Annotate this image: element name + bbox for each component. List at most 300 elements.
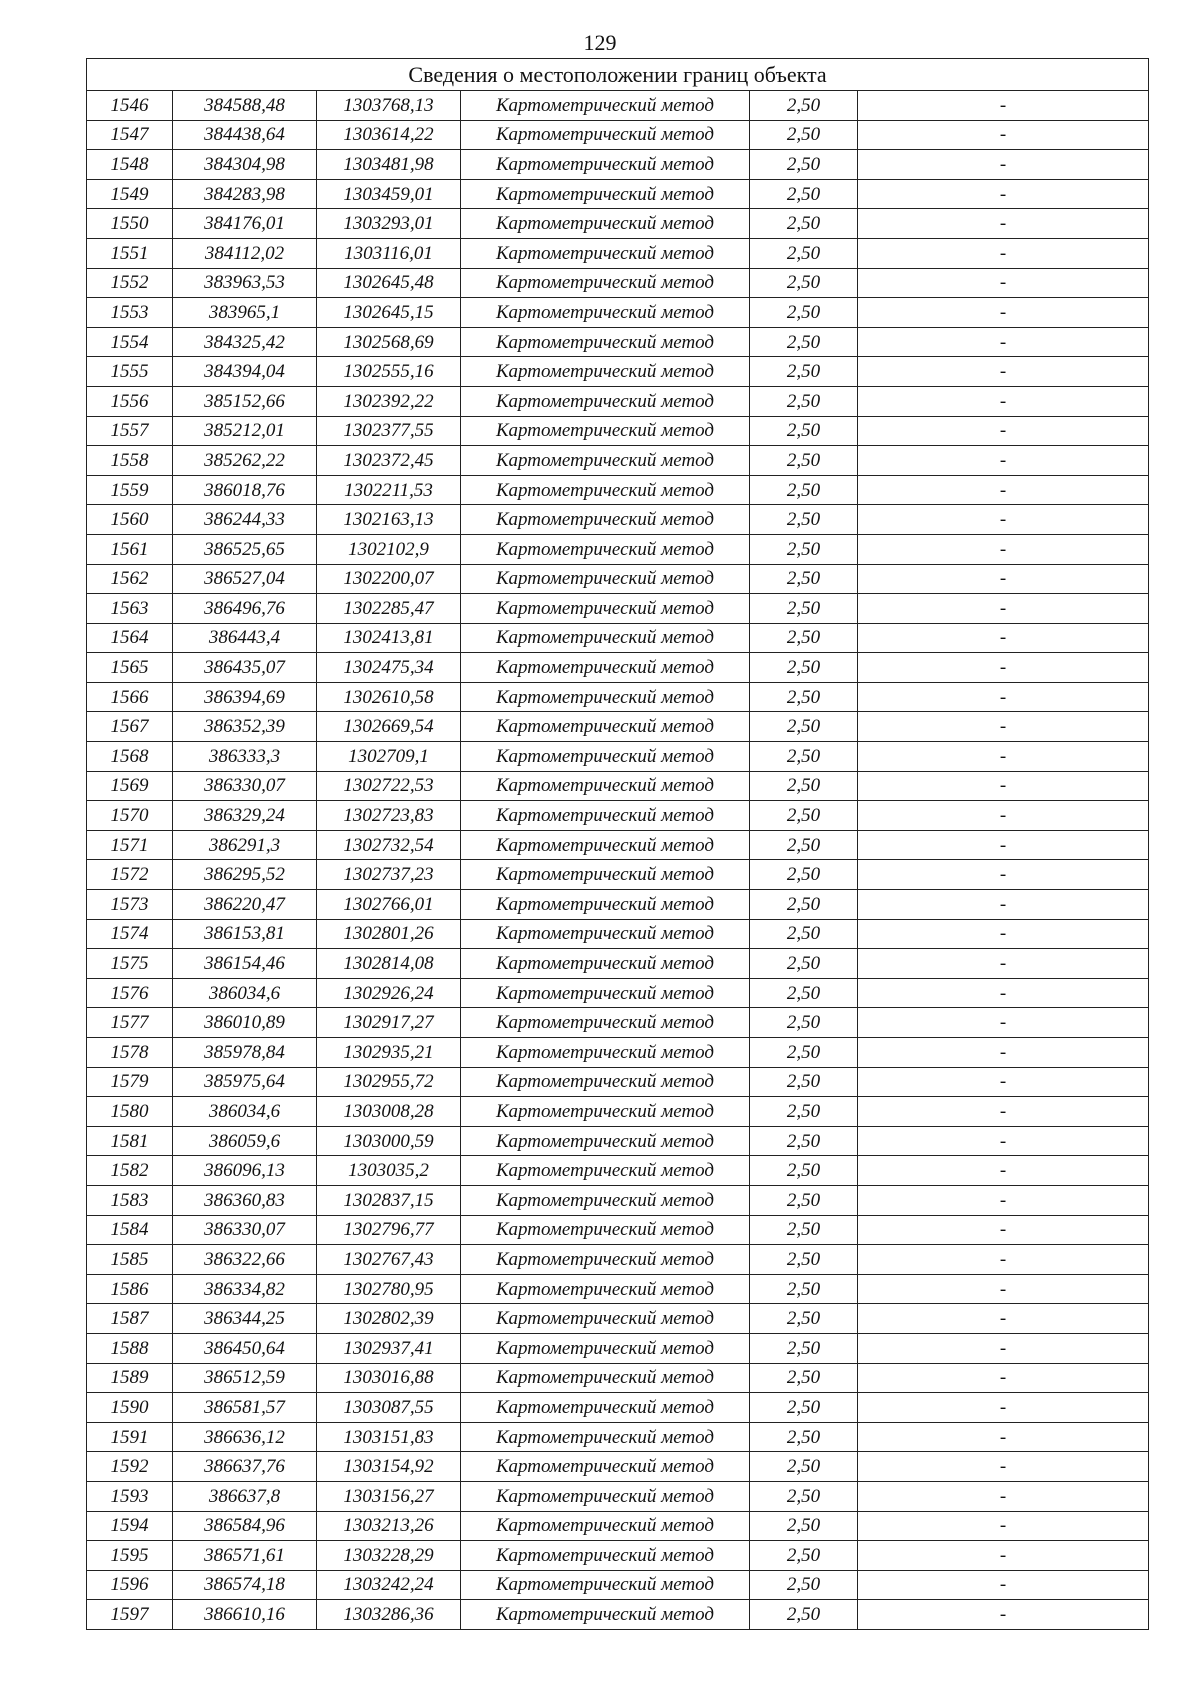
point-number-cell: 1592 [87,1452,173,1482]
y-coordinate-cell: 1303016,88 [317,1363,461,1393]
y-coordinate-cell: 1302767,43 [317,1245,461,1275]
x-coordinate-cell: 386034,6 [173,978,317,1008]
point-number-cell: 1577 [87,1008,173,1038]
accuracy-cell: 2,50 [750,1304,858,1334]
point-number-cell: 1573 [87,890,173,920]
point-number-cell: 1566 [87,682,173,712]
accuracy-cell: 2,50 [750,1511,858,1541]
table-body [87,91,1149,1630]
point-number-cell: 1590 [87,1393,173,1423]
method-cell: Картометрический метод [461,1363,750,1393]
description-cell: - [858,682,1149,712]
x-coordinate-cell: 386291,3 [173,830,317,860]
description-cell: - [858,1185,1149,1215]
x-coordinate-cell: 386153,81 [173,919,317,949]
point-number-cell: 1569 [87,771,173,801]
x-coordinate-cell: 386010,89 [173,1008,317,1038]
point-number-cell: 1575 [87,949,173,979]
table-row [87,534,1149,564]
x-coordinate-cell: 386584,96 [173,1511,317,1541]
x-coordinate-cell: 386496,76 [173,594,317,624]
table-row [87,860,1149,890]
method-cell: Картометрический метод [461,1393,750,1423]
description-cell: - [858,564,1149,594]
table-row [87,120,1149,150]
point-number-cell: 1584 [87,1215,173,1245]
method-cell: Картометрический метод [461,1156,750,1186]
y-coordinate-cell: 1303116,01 [317,238,461,268]
description-cell: - [858,1097,1149,1127]
accuracy-cell: 2,50 [750,1038,858,1068]
table-row [87,386,1149,416]
method-cell: Картометрический метод [461,179,750,209]
x-coordinate-cell: 386637,76 [173,1452,317,1482]
method-cell: Картометрический метод [461,268,750,298]
x-coordinate-cell: 386295,52 [173,860,317,890]
y-coordinate-cell: 1302377,55 [317,416,461,446]
method-cell: Картометрический метод [461,475,750,505]
description-cell: - [858,1008,1149,1038]
table-row [87,1452,1149,1482]
point-number-cell: 1591 [87,1422,173,1452]
x-coordinate-cell: 384438,64 [173,120,317,150]
table-row [87,978,1149,1008]
table-row [87,1600,1149,1630]
x-coordinate-cell: 386527,04 [173,564,317,594]
description-cell: - [858,1067,1149,1097]
description-cell: - [858,268,1149,298]
y-coordinate-cell: 1302555,16 [317,357,461,387]
x-coordinate-cell: 386220,47 [173,890,317,920]
description-cell: - [858,830,1149,860]
x-coordinate-cell: 383963,53 [173,268,317,298]
table-row [87,357,1149,387]
table-row [87,712,1149,742]
accuracy-cell: 2,50 [750,1600,858,1630]
method-cell: Картометрический метод [461,238,750,268]
section-title: Сведения о местоположении границ объекта [87,59,1149,91]
method-cell: Картометрический метод [461,919,750,949]
table-row [87,919,1149,949]
y-coordinate-cell: 1302709,1 [317,742,461,772]
description-cell: - [858,771,1149,801]
y-coordinate-cell: 1302732,54 [317,830,461,860]
method-cell: Картометрический метод [461,1008,750,1038]
y-coordinate-cell: 1302802,39 [317,1304,461,1334]
point-number-cell: 1578 [87,1038,173,1068]
point-number-cell: 1579 [87,1067,173,1097]
y-coordinate-cell: 1302645,15 [317,298,461,328]
y-coordinate-cell: 1302211,53 [317,475,461,505]
point-number-cell: 1560 [87,505,173,535]
x-coordinate-cell: 386018,76 [173,475,317,505]
x-coordinate-cell: 384394,04 [173,357,317,387]
table-row [87,1304,1149,1334]
table-row [87,1185,1149,1215]
table-row [87,1156,1149,1186]
x-coordinate-cell: 386394,69 [173,682,317,712]
x-coordinate-cell: 386330,07 [173,771,317,801]
table-row [87,1393,1149,1423]
accuracy-cell: 2,50 [750,1393,858,1423]
point-number-cell: 1593 [87,1481,173,1511]
description-cell: - [858,505,1149,535]
table-row [87,1333,1149,1363]
description-cell: - [858,890,1149,920]
point-number-cell: 1555 [87,357,173,387]
description-cell: - [858,1570,1149,1600]
table-row [87,830,1149,860]
point-number-cell: 1582 [87,1156,173,1186]
point-number-cell: 1562 [87,564,173,594]
method-cell: Картометрический метод [461,1570,750,1600]
accuracy-cell: 2,50 [750,1126,858,1156]
description-cell: - [858,446,1149,476]
method-cell: Картометрический метод [461,1245,750,1275]
description-cell: - [858,298,1149,328]
x-coordinate-cell: 384304,98 [173,150,317,180]
y-coordinate-cell: 1303228,29 [317,1541,461,1571]
x-coordinate-cell: 386334,82 [173,1274,317,1304]
y-coordinate-cell: 1303242,24 [317,1570,461,1600]
x-coordinate-cell: 386512,59 [173,1363,317,1393]
x-coordinate-cell: 386443,4 [173,623,317,653]
method-cell: Картометрический метод [461,91,750,121]
y-coordinate-cell: 1302610,58 [317,682,461,712]
y-coordinate-cell: 1302669,54 [317,712,461,742]
accuracy-cell: 2,50 [750,653,858,683]
accuracy-cell: 2,50 [750,91,858,121]
method-cell: Картометрический метод [461,949,750,979]
method-cell: Картометрический метод [461,801,750,831]
table-row [87,594,1149,624]
x-coordinate-cell: 386244,33 [173,505,317,535]
accuracy-cell: 2,50 [750,1067,858,1097]
point-number-cell: 1597 [87,1600,173,1630]
x-coordinate-cell: 386059,6 [173,1126,317,1156]
accuracy-cell: 2,50 [750,594,858,624]
y-coordinate-cell: 1303768,13 [317,91,461,121]
y-coordinate-cell: 1302645,48 [317,268,461,298]
accuracy-cell: 2,50 [750,771,858,801]
description-cell: - [858,801,1149,831]
point-number-cell: 1585 [87,1245,173,1275]
method-cell: Картометрический метод [461,682,750,712]
table-row [87,1363,1149,1393]
point-number-cell: 1568 [87,742,173,772]
point-number-cell: 1586 [87,1274,173,1304]
table-row [87,298,1149,328]
description-cell: - [858,1304,1149,1334]
description-cell: - [858,1363,1149,1393]
table-row [87,1511,1149,1541]
point-number-cell: 1565 [87,653,173,683]
description-cell: - [858,209,1149,239]
table-row [87,209,1149,239]
x-coordinate-cell: 386322,66 [173,1245,317,1275]
method-cell: Картометрический метод [461,327,750,357]
table-row [87,446,1149,476]
y-coordinate-cell: 1302814,08 [317,949,461,979]
table-row [87,1570,1149,1600]
x-coordinate-cell: 386344,25 [173,1304,317,1334]
x-coordinate-cell: 385975,64 [173,1067,317,1097]
accuracy-cell: 2,50 [750,386,858,416]
table-row [87,623,1149,653]
y-coordinate-cell: 1303286,36 [317,1600,461,1630]
y-coordinate-cell: 1302723,83 [317,801,461,831]
method-cell: Картометрический метод [461,505,750,535]
table-row [87,327,1149,357]
point-number-cell: 1550 [87,209,173,239]
point-number-cell: 1581 [87,1126,173,1156]
x-coordinate-cell: 386610,16 [173,1600,317,1630]
point-number-cell: 1561 [87,534,173,564]
method-cell: Картометрический метод [461,1541,750,1571]
y-coordinate-cell: 1302722,53 [317,771,461,801]
description-cell: - [858,1038,1149,1068]
x-coordinate-cell: 386096,13 [173,1156,317,1186]
point-number-cell: 1557 [87,416,173,446]
accuracy-cell: 2,50 [750,1541,858,1571]
method-cell: Картометрический метод [461,771,750,801]
method-cell: Картометрический метод [461,1481,750,1511]
description-cell: - [858,150,1149,180]
accuracy-cell: 2,50 [750,1481,858,1511]
description-cell: - [858,623,1149,653]
accuracy-cell: 2,50 [750,1097,858,1127]
y-coordinate-cell: 1302413,81 [317,623,461,653]
accuracy-cell: 2,50 [750,860,858,890]
description-cell: - [858,594,1149,624]
point-number-cell: 1548 [87,150,173,180]
accuracy-cell: 2,50 [750,1570,858,1600]
table-row [87,1008,1149,1038]
y-coordinate-cell: 1302163,13 [317,505,461,535]
y-coordinate-cell: 1302766,01 [317,890,461,920]
point-number-cell: 1571 [87,830,173,860]
table-row [87,416,1149,446]
description-cell: - [858,179,1149,209]
accuracy-cell: 2,50 [750,1422,858,1452]
description-cell: - [858,475,1149,505]
x-coordinate-cell: 386154,46 [173,949,317,979]
y-coordinate-cell: 1302780,95 [317,1274,461,1304]
description-cell: - [858,1245,1149,1275]
accuracy-cell: 2,50 [750,238,858,268]
description-cell: - [858,1541,1149,1571]
accuracy-cell: 2,50 [750,505,858,535]
y-coordinate-cell: 1302568,69 [317,327,461,357]
accuracy-cell: 2,50 [750,1215,858,1245]
x-coordinate-cell: 385152,66 [173,386,317,416]
point-number-cell: 1570 [87,801,173,831]
table-row [87,682,1149,712]
accuracy-cell: 2,50 [750,298,858,328]
point-number-cell: 1564 [87,623,173,653]
y-coordinate-cell: 1303154,92 [317,1452,461,1482]
method-cell: Картометрический метод [461,860,750,890]
method-cell: Картометрический метод [461,742,750,772]
accuracy-cell: 2,50 [750,623,858,653]
point-number-cell: 1595 [87,1541,173,1571]
accuracy-cell: 2,50 [750,890,858,920]
point-number-cell: 1549 [87,179,173,209]
y-coordinate-cell: 1303213,26 [317,1511,461,1541]
table-row [87,475,1149,505]
y-coordinate-cell: 1303614,22 [317,120,461,150]
method-cell: Картометрический метод [461,534,750,564]
accuracy-cell: 2,50 [750,830,858,860]
y-coordinate-cell: 1302917,27 [317,1008,461,1038]
table-row [87,1067,1149,1097]
table-row [87,1481,1149,1511]
y-coordinate-cell: 1302392,22 [317,386,461,416]
y-coordinate-cell: 1303459,01 [317,179,461,209]
accuracy-cell: 2,50 [750,150,858,180]
point-number-cell: 1588 [87,1333,173,1363]
x-coordinate-cell: 386330,07 [173,1215,317,1245]
method-cell: Картометрический метод [461,1600,750,1630]
y-coordinate-cell: 1303008,28 [317,1097,461,1127]
method-cell: Картометрический метод [461,446,750,476]
table-row [87,505,1149,535]
y-coordinate-cell: 1302801,26 [317,919,461,949]
accuracy-cell: 2,50 [750,1333,858,1363]
y-coordinate-cell: 1302837,15 [317,1185,461,1215]
x-coordinate-cell: 386571,61 [173,1541,317,1571]
x-coordinate-cell: 386525,65 [173,534,317,564]
point-number-cell: 1547 [87,120,173,150]
description-cell: - [858,712,1149,742]
y-coordinate-cell: 1302937,41 [317,1333,461,1363]
point-number-cell: 1589 [87,1363,173,1393]
accuracy-cell: 2,50 [750,327,858,357]
accuracy-cell: 2,50 [750,1156,858,1186]
x-coordinate-cell: 386360,83 [173,1185,317,1215]
y-coordinate-cell: 1302796,77 [317,1215,461,1245]
method-cell: Картометрический метод [461,150,750,180]
y-coordinate-cell: 1302102,9 [317,534,461,564]
point-number-cell: 1553 [87,298,173,328]
method-cell: Картометрический метод [461,564,750,594]
table-row [87,179,1149,209]
description-cell: - [858,1600,1149,1630]
description-cell: - [858,919,1149,949]
x-coordinate-cell: 384112,02 [173,238,317,268]
table-row [87,1126,1149,1156]
description-cell: - [858,1481,1149,1511]
method-cell: Картометрический метод [461,1067,750,1097]
description-cell: - [858,1156,1149,1186]
page-number: 129 [583,30,617,55]
method-cell: Картометрический метод [461,1274,750,1304]
x-coordinate-cell: 385212,01 [173,416,317,446]
x-coordinate-cell: 384283,98 [173,179,317,209]
y-coordinate-cell: 1303293,01 [317,209,461,239]
table-row [87,91,1149,121]
accuracy-cell: 2,50 [750,357,858,387]
y-coordinate-cell: 1303156,27 [317,1481,461,1511]
point-number-cell: 1563 [87,594,173,624]
accuracy-cell: 2,50 [750,1245,858,1275]
method-cell: Картометрический метод [461,298,750,328]
x-coordinate-cell: 386636,12 [173,1422,317,1452]
x-coordinate-cell: 384176,01 [173,209,317,239]
table-row [87,238,1149,268]
method-cell: Картометрический метод [461,120,750,150]
accuracy-cell: 2,50 [750,534,858,564]
table-row [87,564,1149,594]
accuracy-cell: 2,50 [750,1363,858,1393]
description-cell: - [858,1452,1149,1482]
description-cell: - [858,120,1149,150]
description-cell: - [858,534,1149,564]
x-coordinate-cell: 386581,57 [173,1393,317,1423]
accuracy-cell: 2,50 [750,446,858,476]
method-cell: Картометрический метод [461,978,750,1008]
accuracy-cell: 2,50 [750,742,858,772]
point-number-cell: 1554 [87,327,173,357]
y-coordinate-cell: 1303481,98 [317,150,461,180]
accuracy-cell: 2,50 [750,209,858,239]
description-cell: - [858,91,1149,121]
method-cell: Картометрический метод [461,357,750,387]
method-cell: Картометрический метод [461,1126,750,1156]
point-number-cell: 1587 [87,1304,173,1334]
point-number-cell: 1596 [87,1570,173,1600]
x-coordinate-cell: 386333,3 [173,742,317,772]
method-cell: Картометрический метод [461,830,750,860]
accuracy-cell: 2,50 [750,475,858,505]
accuracy-cell: 2,50 [750,564,858,594]
description-cell: - [858,238,1149,268]
table-row [87,150,1149,180]
table-row [87,1541,1149,1571]
description-cell: - [858,1333,1149,1363]
accuracy-cell: 2,50 [750,1274,858,1304]
description-cell: - [858,386,1149,416]
table-row [87,1215,1149,1245]
accuracy-cell: 2,50 [750,712,858,742]
y-coordinate-cell: 1302285,47 [317,594,461,624]
table-row [87,801,1149,831]
description-cell: - [858,1215,1149,1245]
table-row [87,268,1149,298]
method-cell: Картометрический метод [461,1038,750,1068]
description-cell: - [858,416,1149,446]
y-coordinate-cell: 1303035,2 [317,1156,461,1186]
description-cell: - [858,1511,1149,1541]
method-cell: Картометрический метод [461,623,750,653]
x-coordinate-cell: 383965,1 [173,298,317,328]
y-coordinate-cell: 1303087,55 [317,1393,461,1423]
accuracy-cell: 2,50 [750,179,858,209]
description-cell: - [858,1393,1149,1423]
x-coordinate-cell: 386352,39 [173,712,317,742]
method-cell: Картометрический метод [461,712,750,742]
method-cell: Картометрический метод [461,594,750,624]
point-number-cell: 1558 [87,446,173,476]
description-cell: - [858,742,1149,772]
table-row [87,771,1149,801]
description-cell: - [858,978,1149,1008]
y-coordinate-cell: 1302935,21 [317,1038,461,1068]
method-cell: Картометрический метод [461,416,750,446]
table-row [87,1422,1149,1452]
description-cell: - [858,860,1149,890]
method-cell: Картометрический метод [461,1452,750,1482]
